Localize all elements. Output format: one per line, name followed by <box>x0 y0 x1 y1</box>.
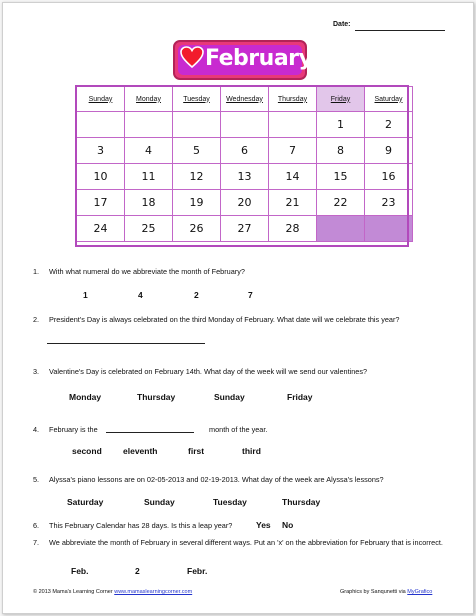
answer-option[interactable]: Saturday <box>67 497 104 507</box>
calendar-day-cell: 17 <box>77 190 125 216</box>
question-number: 6. <box>33 521 40 530</box>
answer-option[interactable]: 7 <box>248 290 253 300</box>
footer-left <box>33 589 192 595</box>
calendar-day-cell: 4 <box>125 138 173 164</box>
calendar-day-cell: 14 <box>269 164 317 190</box>
calendar-day-cell: 10 <box>77 164 125 190</box>
day-header-wednesday: Wednesday <box>221 87 269 112</box>
calendar-week-row <box>77 164 413 190</box>
answer-option[interactable]: Feb. <box>71 566 89 576</box>
question-text: With what numeral do we abbreviate the month of February? <box>49 267 245 276</box>
calendar-day-cell: 6 <box>221 138 269 164</box>
question-number: 3. <box>33 367 40 376</box>
calendar-day-cell: 19 <box>173 190 221 216</box>
month-title: February <box>205 46 313 71</box>
fill-in-blank-line[interactable] <box>106 432 194 433</box>
day-header-monday: Monday <box>125 87 173 112</box>
calendar-day-cell: 20 <box>221 190 269 216</box>
question-number: 1. <box>33 267 40 276</box>
question-text: President's Day is always celebrated on the third Monday of February. What date will we celebrate this year? <box>49 315 400 324</box>
calendar-day-cell <box>77 112 125 138</box>
calendar-day-cell: 28 <box>269 216 317 242</box>
website-link[interactable]: www.mamaslearningcorner.com <box>114 589 193 595</box>
mygrafico-link[interactable]: MyGrafico <box>407 589 433 595</box>
question-text-start: February is the <box>49 425 98 434</box>
calendar-week-row <box>77 190 413 216</box>
month-title-badge <box>173 40 313 80</box>
answer-blank-line[interactable] <box>47 343 205 344</box>
question-text-end: month of the year. <box>209 425 268 434</box>
calendar-day-cell <box>365 216 413 242</box>
calendar-week-row <box>77 138 413 164</box>
answer-option[interactable]: 2 <box>194 290 199 300</box>
question-text: Alyssa's piano lessons are on 02-05-2013 and 02-19-2013. What day of the week are Alyssa's lessons? <box>49 475 384 484</box>
calendar-day-cell: 1 <box>317 112 365 138</box>
calendar-day-cell: 7 <box>269 138 317 164</box>
calendar-day-cell: 13 <box>221 164 269 190</box>
answer-option[interactable]: Friday <box>287 392 313 402</box>
calendar-day-cell: 24 <box>77 216 125 242</box>
question-number: 7. <box>33 538 40 547</box>
graphics-credit-text: Graphics by Sanqunetti via <box>340 589 406 595</box>
calendar-day-cell: 18 <box>125 190 173 216</box>
answer-option[interactable]: Sunday <box>214 392 245 402</box>
question-text: This February Calendar has 28 days. Is this a leap year? <box>49 521 233 530</box>
calendar-day-cell: 26 <box>173 216 221 242</box>
footer-right <box>340 589 432 595</box>
calendar-day-cell: 8 <box>317 138 365 164</box>
question-text: Valentine's Day is celebrated on February 14th. What day of the week will we send our valentines? <box>49 367 368 376</box>
calendar-day-cell: 25 <box>125 216 173 242</box>
calendar-day-cell <box>173 112 221 138</box>
day-header-saturday: Saturday <box>365 87 413 112</box>
date-field-line <box>355 30 445 31</box>
heart-icon <box>180 46 204 68</box>
answer-option[interactable]: Febr. <box>187 566 208 576</box>
calendar-day-cell <box>125 112 173 138</box>
day-header-friday: Friday <box>317 87 365 112</box>
calendar-day-cell <box>317 216 365 242</box>
february-calendar <box>76 86 413 242</box>
calendar-day-cell: 9 <box>365 138 413 164</box>
answer-option[interactable]: 2 <box>135 566 140 576</box>
calendar-day-cell: 11 <box>125 164 173 190</box>
calendar-day-cell: 12 <box>173 164 221 190</box>
answer-option[interactable]: eleventh <box>123 446 158 456</box>
question-number: 4. <box>33 425 40 434</box>
day-header-tuesday: Tuesday <box>173 87 221 112</box>
answer-option[interactable]: Thursday <box>137 392 176 402</box>
calendar-day-cell: 3 <box>77 138 125 164</box>
calendar-day-cell: 23 <box>365 190 413 216</box>
date-label: Date: <box>333 21 351 28</box>
answer-option[interactable]: third <box>242 446 261 456</box>
calendar-header-row <box>77 87 413 112</box>
calendar-day-cell: 2 <box>365 112 413 138</box>
calendar-day-cell: 22 <box>317 190 365 216</box>
calendar-day-cell: 21 <box>269 190 317 216</box>
question-number: 5. <box>33 475 40 484</box>
answer-no[interactable]: No <box>282 520 294 530</box>
answer-option[interactable]: Tuesday <box>213 497 247 507</box>
calendar-week-row <box>77 216 413 242</box>
calendar-day-cell <box>269 112 317 138</box>
calendar-day-cell <box>221 112 269 138</box>
answer-option[interactable]: Sunday <box>144 497 175 507</box>
answer-option[interactable]: first <box>188 446 205 456</box>
day-header-sunday: Sunday <box>77 87 125 112</box>
question-text: We abbreviate the month of February in several different ways. Put an 'x' on the abbreviation for February that is incorrect. <box>49 538 443 547</box>
calendar-week-row <box>77 112 413 138</box>
answer-yes[interactable]: Yes <box>256 520 271 530</box>
question-number: 2. <box>33 315 40 324</box>
answer-option[interactable]: 1 <box>83 290 88 300</box>
answer-option[interactable]: Monday <box>69 392 102 402</box>
copyright-text: © 2013 Mama's Learning Corner <box>33 589 113 595</box>
worksheet-page <box>2 2 474 614</box>
answer-option[interactable]: second <box>72 446 102 456</box>
calendar-day-cell: 27 <box>221 216 269 242</box>
calendar-day-cell: 5 <box>173 138 221 164</box>
answer-option[interactable]: Thursday <box>282 497 321 507</box>
calendar-day-cell: 16 <box>365 164 413 190</box>
calendar-day-cell: 15 <box>317 164 365 190</box>
answer-option[interactable]: 4 <box>138 290 143 300</box>
day-header-thursday: Thursday <box>269 87 317 112</box>
